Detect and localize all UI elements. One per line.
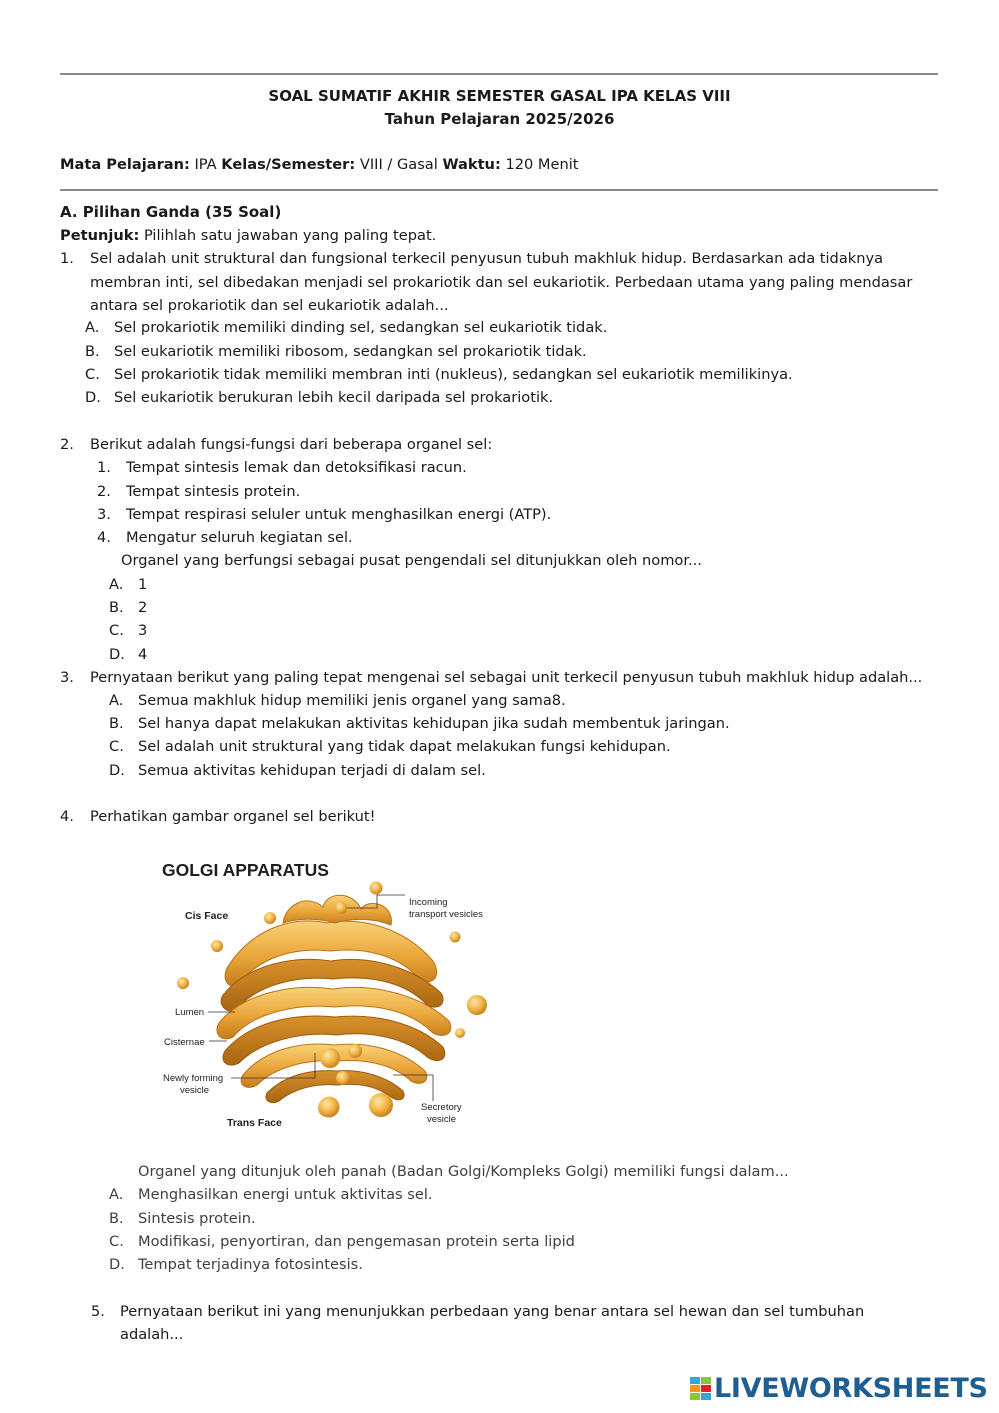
question-4-prompt: Organel yang ditunjuk oleh panah (Badan Golgi/Kompleks Golgi) memiliki fungsi dalam... bbox=[138, 1163, 789, 1180]
label-secretory: Secretory bbox=[421, 1102, 462, 1113]
top-rule bbox=[60, 73, 938, 75]
option-label[interactable]: B. bbox=[109, 599, 124, 616]
class-label: Kelas/Semester: bbox=[221, 156, 356, 173]
option-text[interactable]: Sel prokariotik memiliki dinding sel, sedangkan sel eukariotik tidak. bbox=[114, 319, 608, 336]
option-label[interactable]: B. bbox=[109, 1210, 124, 1227]
option-text[interactable]: 3 bbox=[138, 622, 148, 639]
option-text[interactable]: Sel eukariotik memiliki ribosom, sedangkan sel prokariotik tidak. bbox=[114, 343, 587, 360]
subject-label: Mata Pelajaran: bbox=[60, 156, 190, 173]
option-label[interactable]: D. bbox=[85, 389, 101, 406]
golgi-body bbox=[217, 895, 451, 1102]
figure-title: GOLGI APPARATUS bbox=[162, 860, 329, 880]
option-label[interactable]: A. bbox=[109, 1186, 124, 1203]
item-text: Tempat respirasi seluler untuk menghasilkan energi (ATP). bbox=[126, 506, 552, 523]
option-text[interactable]: Sel prokariotik tidak memiliki membran inti (nukleus), sedangkan sel eukariotik memilikinya. bbox=[114, 366, 793, 383]
option-label[interactable]: D. bbox=[109, 646, 125, 663]
option-label[interactable]: D. bbox=[109, 1256, 125, 1273]
item-text: Tempat sintesis lemak dan detoksifikasi racun. bbox=[126, 459, 467, 476]
item-label: 3. bbox=[97, 506, 111, 523]
item-label: 4. bbox=[97, 529, 111, 546]
question-number: 3. bbox=[60, 669, 74, 686]
question-2-stem: Berikut adalah fungsi-fungsi dari beberapa organel sel: bbox=[90, 436, 493, 453]
question-5-line: Pernyataan berikut ini yang menunjukkan perbedaan yang benar antara sel hewan dan sel tumbuhan bbox=[120, 1303, 865, 1320]
section-title: A. Pilihan Ganda (35 Soal) bbox=[60, 203, 282, 221]
option-text[interactable]: Semua makhluk hidup memiliki jenis organel yang sama8. bbox=[138, 692, 566, 709]
question-1-line: Sel adalah unit struktural dan fungsional terkecil penyusun tubuh makhluk hidup. Berdasarkan ada tidaknya bbox=[90, 250, 884, 267]
option-text[interactable]: Sel eukariotik berukuran lebih kecil daripada sel prokariotik. bbox=[114, 389, 554, 406]
question-1-line: membran inti, sel dibedakan menjadi sel prokariotik dan sel eukariotik. Perbedaan utama yang paling mendasar bbox=[90, 274, 913, 291]
item-label: 1. bbox=[97, 459, 111, 476]
question-1-line: antara sel prokariotik dan sel eukariotik adalah... bbox=[90, 297, 449, 314]
option-label[interactable]: A. bbox=[85, 319, 100, 336]
item-label: 2. bbox=[97, 483, 111, 500]
class-value: VIII / Gasal bbox=[359, 156, 438, 173]
section-instruction bbox=[60, 226, 436, 246]
logo-text: LIVEWORKSHEETS bbox=[714, 1373, 988, 1404]
option-text[interactable]: 4 bbox=[138, 646, 148, 663]
option-label[interactable]: C. bbox=[109, 622, 124, 639]
label-cisternae: Cisternae bbox=[164, 1037, 205, 1048]
option-label[interactable]: C. bbox=[85, 366, 100, 383]
option-text[interactable]: 2 bbox=[138, 599, 148, 616]
item-text: Tempat sintesis protein. bbox=[126, 483, 301, 500]
info-rule bbox=[60, 189, 938, 191]
option-label[interactable]: C. bbox=[109, 738, 124, 755]
option-label[interactable]: A. bbox=[109, 692, 124, 709]
logo-grid-icon bbox=[690, 1377, 712, 1401]
question-number: 5. bbox=[91, 1303, 105, 1320]
label-trans-face: Trans Face bbox=[227, 1117, 282, 1129]
label-incoming: Incoming bbox=[409, 897, 448, 908]
time-value: 120 Menit bbox=[505, 156, 579, 173]
question-5-line: adalah... bbox=[120, 1326, 184, 1343]
option-text[interactable]: Sintesis protein. bbox=[138, 1210, 256, 1227]
label-newly-vesicle: vesicle bbox=[180, 1085, 210, 1096]
subject-value: IPA bbox=[194, 156, 217, 173]
label-newly-forming: Newly forming bbox=[163, 1073, 224, 1084]
option-label[interactable]: A. bbox=[109, 576, 124, 593]
question-2-prompt: Organel yang berfungsi sebagai pusat pengendali sel ditunjukkan oleh nomor... bbox=[121, 552, 702, 569]
instruction-label: Petunjuk: bbox=[60, 227, 140, 244]
question-number: 2. bbox=[60, 436, 74, 453]
option-text[interactable]: Sel hanya dapat melakukan aktivitas kehidupan jika sudah membentuk jaringan. bbox=[138, 715, 730, 732]
question-number: 4. bbox=[60, 808, 74, 825]
option-text[interactable]: Tempat terjadinya fotosintesis. bbox=[138, 1256, 363, 1273]
label-lumen: Lumen bbox=[175, 1007, 205, 1018]
option-label[interactable]: B. bbox=[109, 715, 124, 732]
option-text[interactable]: 1 bbox=[138, 576, 148, 593]
option-label[interactable]: D. bbox=[109, 762, 125, 779]
item-text: Mengatur seluruh kegiatan sel. bbox=[126, 529, 353, 546]
option-text[interactable]: Modifikasi, penyortiran, dan pengemasan protein serta lipid bbox=[138, 1233, 575, 1250]
label-cis-face: Cis Face bbox=[185, 910, 229, 922]
option-text[interactable]: Menghasilkan energi untuk aktivitas sel. bbox=[138, 1186, 433, 1203]
question-3-stem: Pernyataan berikut yang paling tepat mengenai sel sebagai unit terkecil penyusun tubuh makhluk hidup adalah... bbox=[90, 669, 923, 686]
option-label[interactable]: C. bbox=[109, 1233, 124, 1250]
label-transport-vesicles: transport vesicles bbox=[409, 909, 483, 920]
page-subtitle: Tahun Pelajaran 2025/2026 bbox=[384, 110, 615, 128]
exam-info bbox=[60, 155, 579, 175]
label-secretory-vesicle: vesicle bbox=[427, 1114, 457, 1125]
option-label[interactable]: B. bbox=[85, 343, 100, 360]
option-text[interactable]: Semua aktivitas kehidupan terjadi di dalam sel. bbox=[138, 762, 486, 779]
question-4-stem: Perhatikan gambar organel sel berikut! bbox=[90, 808, 376, 825]
question-number: 1. bbox=[60, 250, 74, 267]
option-text[interactable]: Sel adalah unit struktural yang tidak dapat melakukan fungsi kehidupan. bbox=[138, 738, 671, 755]
golgi-apparatus-figure bbox=[155, 853, 500, 1138]
page-title: SOAL SUMATIF AKHIR SEMESTER GASAL IPA KELAS VIII bbox=[268, 87, 731, 105]
time-label: Waktu: bbox=[442, 156, 501, 173]
instruction-text: Pilihlah satu jawaban yang paling tepat. bbox=[143, 227, 437, 244]
